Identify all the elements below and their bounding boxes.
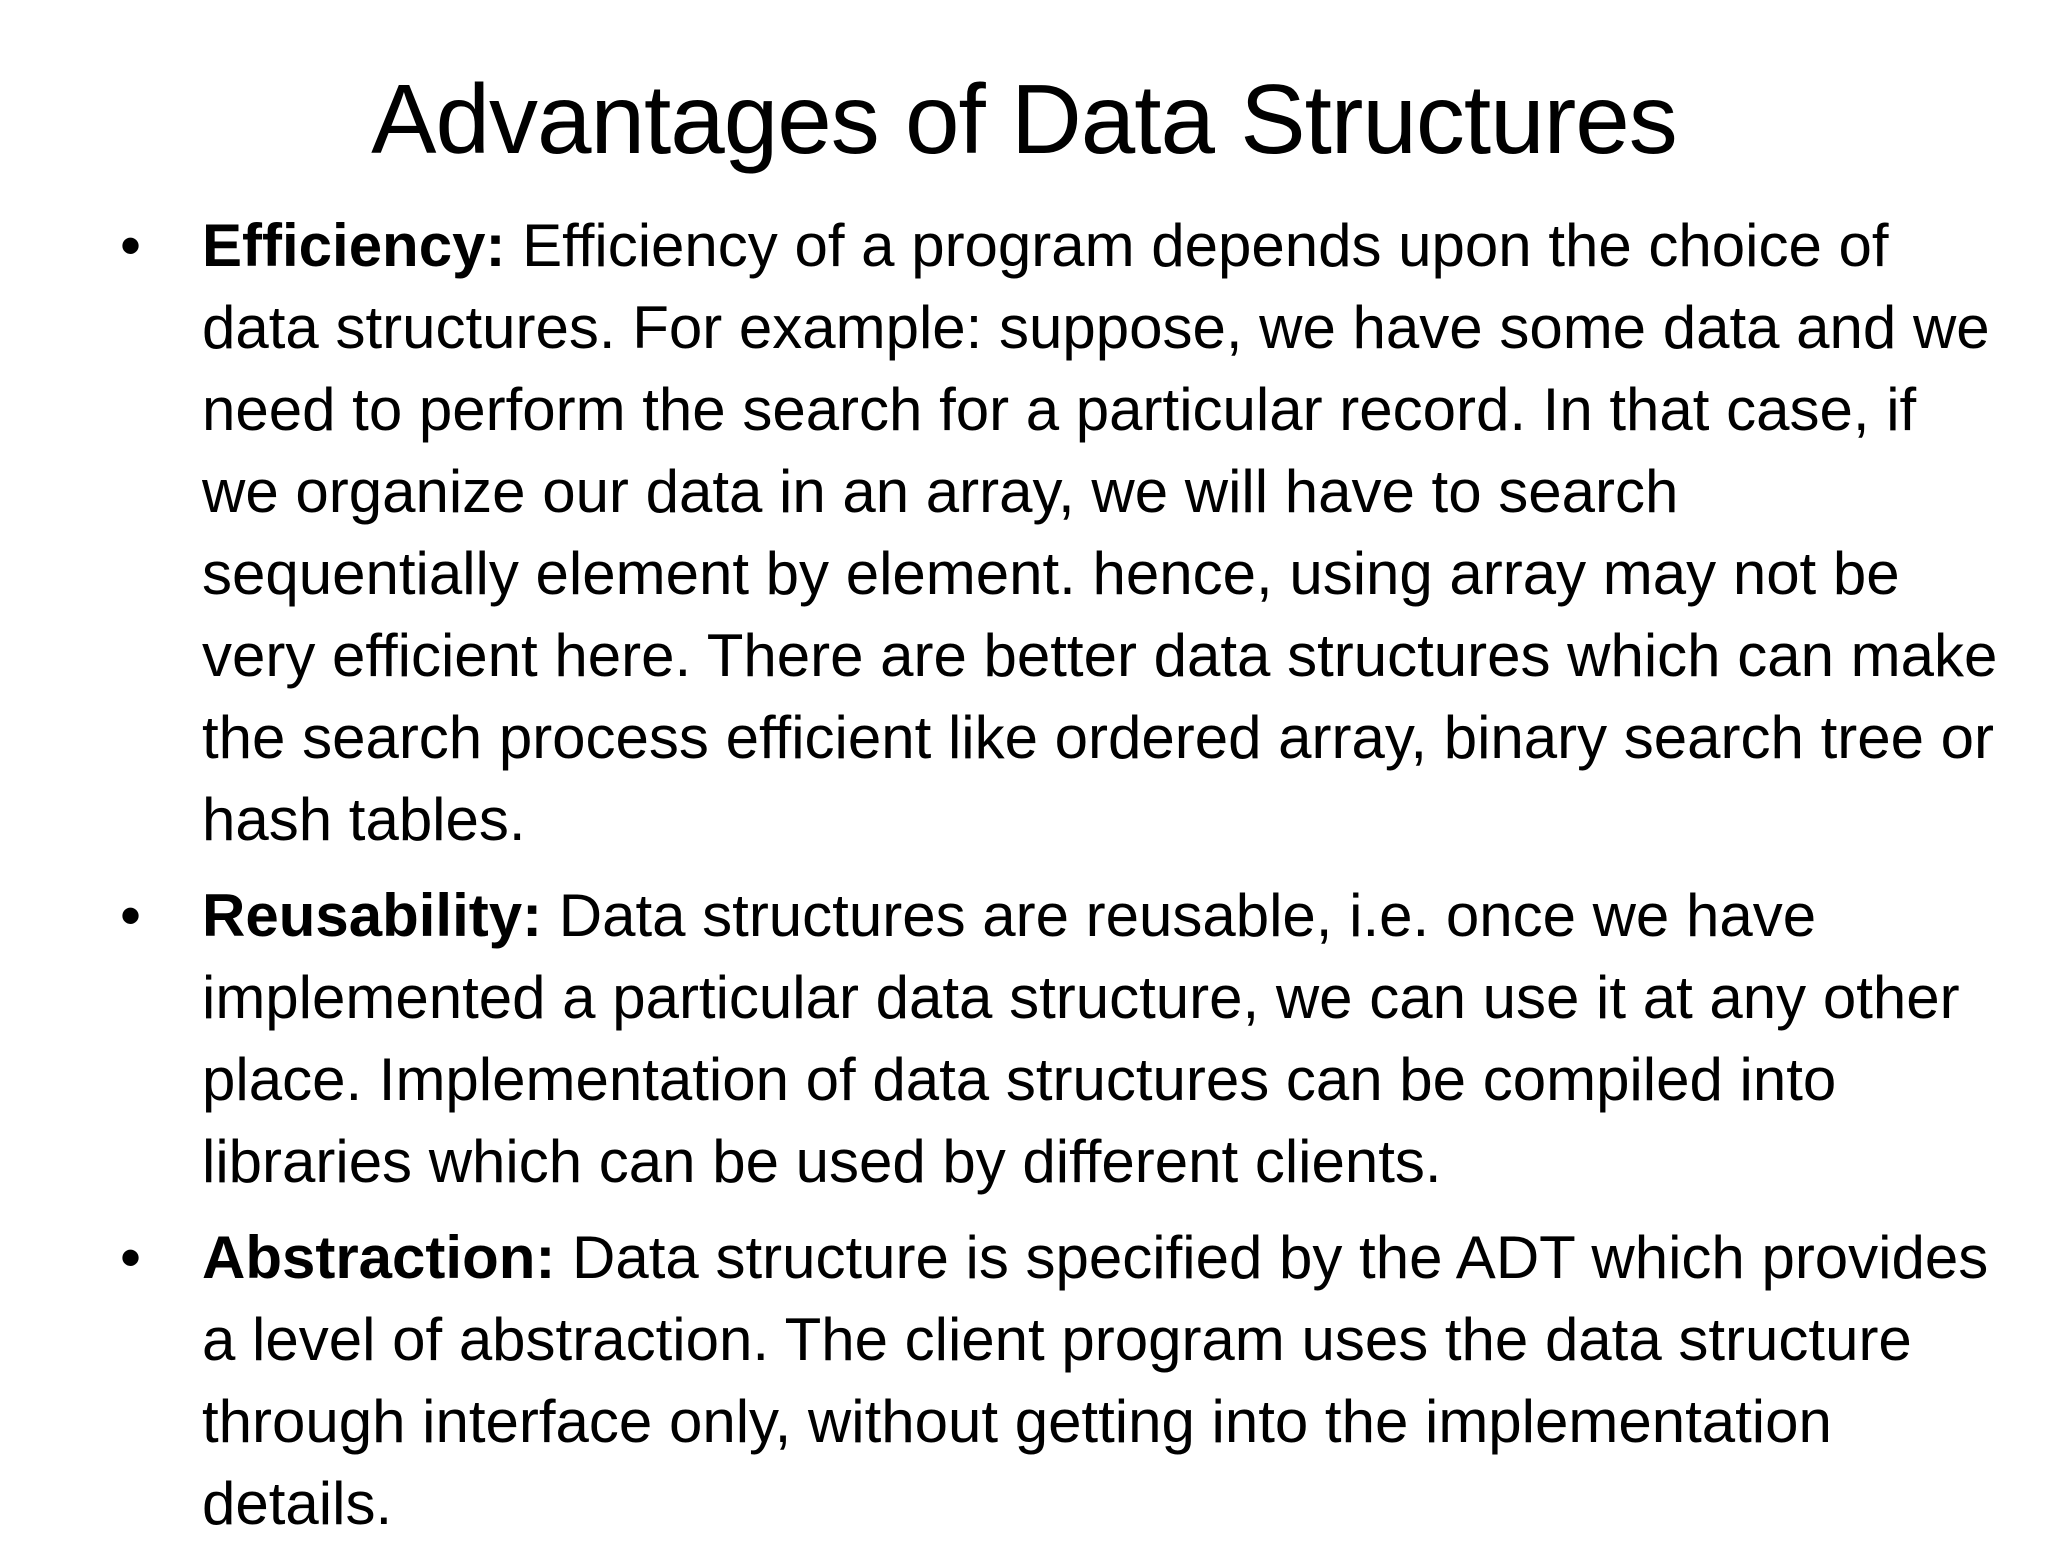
bullet-item-efficiency: [120, 205, 2000, 861]
bullet-item-abstraction: [120, 1217, 2000, 1545]
bullet-item-reusability: [120, 875, 2000, 1203]
bullet-term-abstraction: Abstraction:: [202, 1224, 556, 1291]
bullet-dot-icon: •: [120, 882, 142, 949]
bullet-list: [120, 205, 2000, 1559]
bullet-dot-icon: •: [120, 212, 142, 279]
bullet-term-reusability: Reusability:: [202, 882, 543, 949]
bullet-term-efficiency: Efficiency:: [202, 212, 506, 279]
bullet-dot-icon: •: [120, 1224, 142, 1291]
bullet-text-efficiency: Efficiency of a program depends upon the choice of data structures. For example: suppose, we have some data and we need to perform the search for a particular record. In that case, if we organize our data in an array, we will have to search sequentially element by element. hence, using array may not be very efficient here. There are better data structures which can make the search process efficient like ordered array, binary search tree or hash tables.: [202, 212, 1998, 853]
bullet-text-abstraction: Data structure is specified by the ADT which provides a level of abstraction. The client program uses the data structure through interface only, without getting into the implementation details.: [202, 1224, 1989, 1537]
bullet-text-reusability: Data structures are reusable, i.e. once we have implemented a particular data structure, we can use it at any other place. Implementation of data structures can be compiled into libraries which can be used by different clients.: [202, 882, 1960, 1195]
slide-title: Advantages of Data Structures: [371, 64, 1677, 174]
